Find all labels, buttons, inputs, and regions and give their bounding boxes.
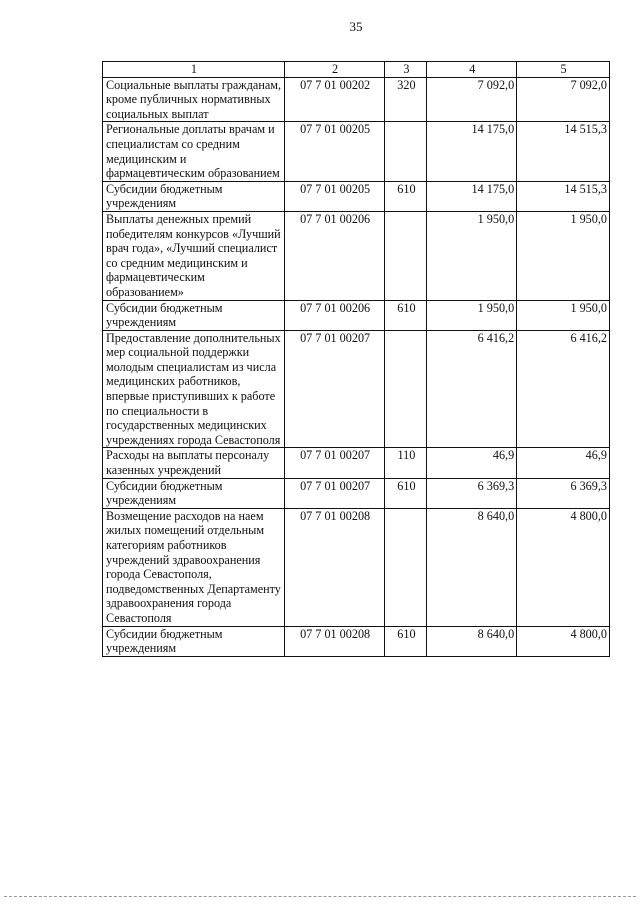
row-name: Предоставление дополнительных мер социальной поддержки молодым специалистам из числа медицинских работников, впервые приступивших к работе по специальности в государственных медицинских учреждениях города Севастополя [103,330,285,448]
row-amount-2: 14 515,3 [517,181,610,211]
row-expense-type [385,122,427,181]
header-col-3: 3 [385,62,427,78]
row-target-code: 07 7 01 00207 [284,478,385,508]
row-expense-type: 320 [385,77,427,122]
row-amount-2: 6 369,3 [517,478,610,508]
table-row [103,181,610,211]
table-row [103,448,610,478]
row-amount-1: 7 092,0 [427,77,517,122]
row-name: Субсидии бюджетным учреждениям [103,181,285,211]
row-amount-2: 4 800,0 [517,626,610,656]
row-amount-2: 14 515,3 [517,122,610,181]
row-amount-1: 14 175,0 [427,122,517,181]
table-row [103,211,610,300]
row-amount-1: 8 640,0 [427,626,517,656]
table-header-row [103,62,610,78]
table-row [103,330,610,448]
header-col-4: 4 [427,62,517,78]
row-name: Субсидии бюджетным учреждениям [103,478,285,508]
row-expense-type: 610 [385,626,427,656]
table-row [103,300,610,330]
row-amount-2: 6 416,2 [517,330,610,448]
row-amount-2: 1 950,0 [517,211,610,300]
row-target-code: 07 7 01 00206 [284,300,385,330]
row-amount-1: 14 175,0 [427,181,517,211]
row-target-code: 07 7 01 00206 [284,211,385,300]
scan-edge-divider [4,896,636,898]
header-col-5: 5 [517,62,610,78]
row-name: Региональные доплаты врачам и специалистам со средним медицинским и фармацевтическим образованием [103,122,285,181]
row-name: Социальные выплаты гражданам, кроме публичных нормативных социальных выплат [103,77,285,122]
table-row [103,508,610,626]
page-number: 35 [349,19,363,34]
row-name: Расходы на выплаты персоналу казенных учреждений [103,448,285,478]
row-expense-type: 110 [385,448,427,478]
row-expense-type [385,330,427,448]
row-amount-2: 1 950,0 [517,300,610,330]
row-target-code: 07 7 01 00208 [284,626,385,656]
row-target-code: 07 7 01 00207 [284,330,385,448]
row-amount-2: 4 800,0 [517,508,610,626]
row-name: Субсидии бюджетным учреждениям [103,626,285,656]
row-amount-1: 6 369,3 [427,478,517,508]
row-amount-1: 6 416,2 [427,330,517,448]
row-amount-1: 46,9 [427,448,517,478]
row-amount-1: 1 950,0 [427,211,517,300]
row-target-code: 07 7 01 00208 [284,508,385,626]
row-name: Субсидии бюджетным учреждениям [103,300,285,330]
table-row [103,478,610,508]
row-amount-2: 7 092,0 [517,77,610,122]
row-amount-1: 8 640,0 [427,508,517,626]
row-expense-type [385,508,427,626]
header-col-2: 2 [284,62,385,78]
budget-table [102,61,610,657]
row-amount-2: 46,9 [517,448,610,478]
row-name: Выплаты денежных премий победителям конкурсов «Лучший врач года», «Лучший специалист со средним медицинским и фармацевтическим образованием» [103,211,285,300]
row-name: Возмещение расходов на наем жилых помещений отдельным категориям работников учреждений здравоохранения города Севастополя, подведомственных Департаменту здравоохранения города Севастополя [103,508,285,626]
header-col-1: 1 [103,62,285,78]
row-amount-1: 1 950,0 [427,300,517,330]
row-expense-type: 610 [385,300,427,330]
table-row [103,77,610,122]
table-row [103,626,610,656]
row-expense-type [385,211,427,300]
row-target-code: 07 7 01 00207 [284,448,385,478]
row-target-code: 07 7 01 00205 [284,122,385,181]
row-expense-type: 610 [385,181,427,211]
row-target-code: 07 7 01 00202 [284,77,385,122]
table-row [103,122,610,181]
row-expense-type: 610 [385,478,427,508]
row-target-code: 07 7 01 00205 [284,181,385,211]
